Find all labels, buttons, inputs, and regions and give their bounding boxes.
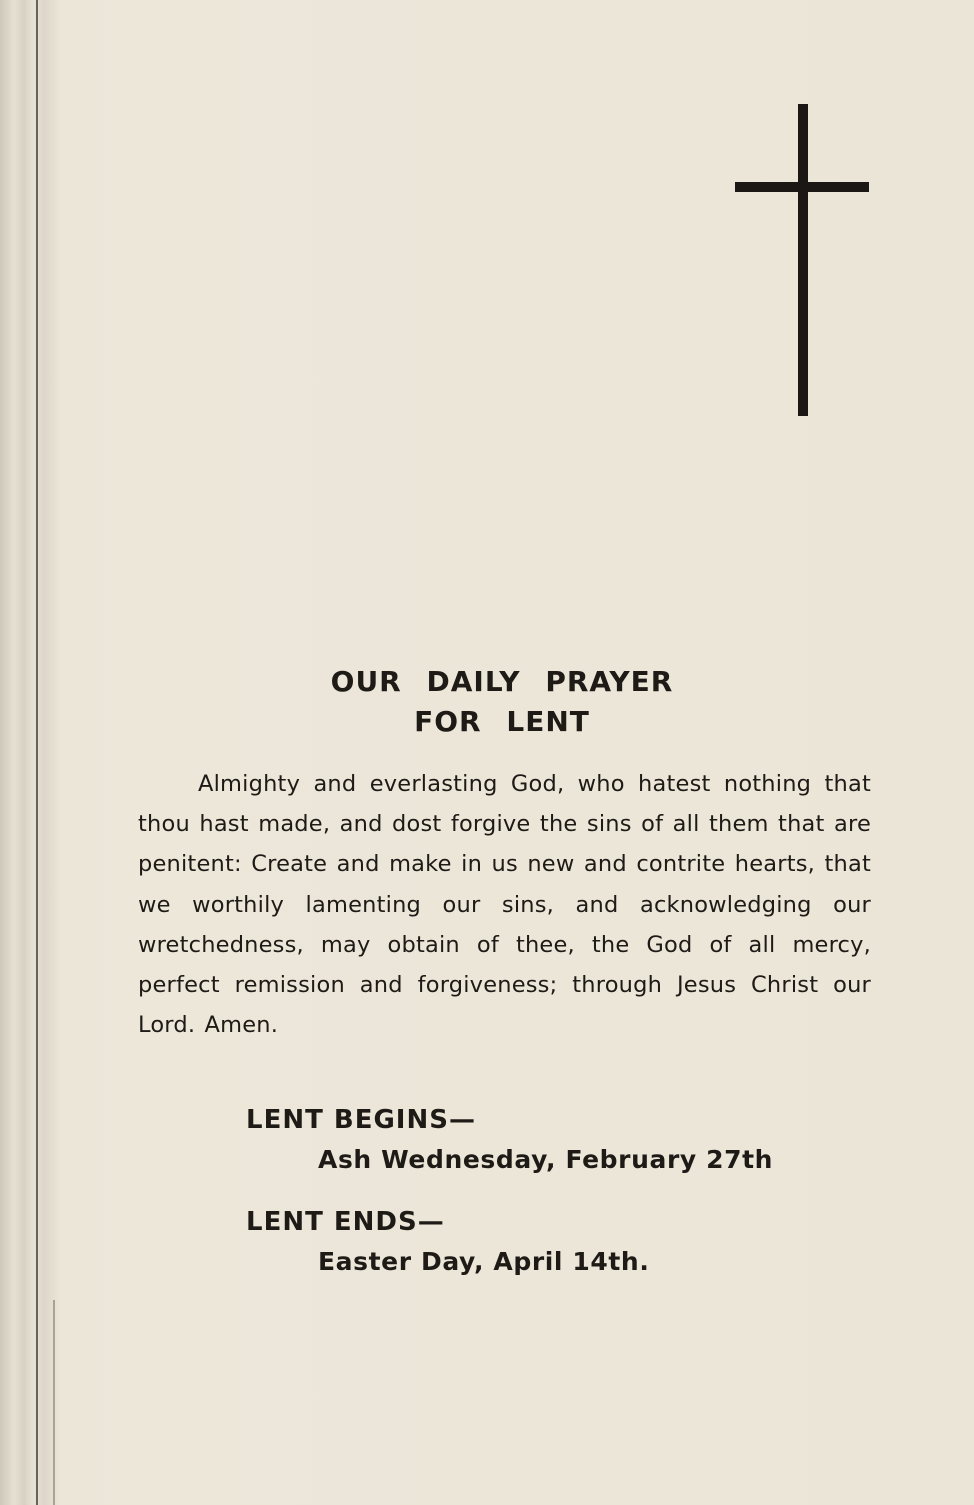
cross-vertical-bar — [798, 104, 808, 416]
lent-begins-label: LENT BEGINS— — [246, 1105, 476, 1135]
page-gutter — [0, 0, 60, 1505]
binding-edge — [36, 0, 38, 1505]
cross-icon — [735, 104, 869, 416]
dates-spacer — [246, 1180, 866, 1202]
binding-edge-secondary — [53, 1300, 55, 1505]
lent-begins-date: Ash Wednesday, February 27th — [318, 1145, 774, 1174]
cross-horizontal-bar — [735, 182, 869, 192]
prayer-title — [260, 662, 744, 742]
lent-ends-label: LENT ENDS— — [246, 1207, 445, 1237]
lent-ends-date: Easter Day, April 14th. — [318, 1247, 650, 1276]
prayer-title-line-2: FOR LENT — [414, 705, 590, 738]
prayer-text: Almighty and everlasting God, who hatest nothing that thou hast made, and dost forgive the sins of all them that are penitent: Create and make in us new and contrite hearts, that we worthily lamenting our sins, and acknowledging our wretchedness, may obtain of thee, the God of all mercy, perfect remission and forgiveness; through Jesus Christ our Lord. Amen. — [138, 771, 871, 1039]
prayer-title-line-1: OUR DAILY PRAYER — [330, 665, 674, 698]
lent-dates — [246, 1100, 866, 1282]
